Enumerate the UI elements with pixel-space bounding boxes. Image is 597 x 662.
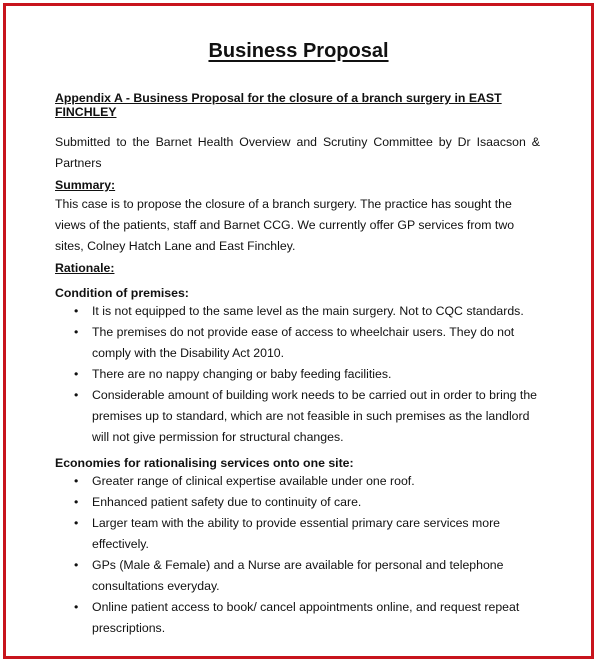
submitted-line: Submitted to the Barnet Health Overview and Scrutiny Committee by Dr Isaacson & Partners xyxy=(55,135,540,170)
rationale-heading: Rationale: xyxy=(55,261,115,275)
economies-list xyxy=(55,471,540,639)
document-title: Business Proposal xyxy=(208,40,389,62)
summary-text: This case is to propose the closure of a branch surgery. The practice has sought the views of the patients, staff and Barnet CCG. We currently offer GP services from two sites, Colney Hatch Lane and East Finchley. xyxy=(55,197,515,253)
condition-list xyxy=(55,301,540,448)
list-item: • Greater range of clinical expertise available under one roof. xyxy=(55,471,540,492)
economies-heading: Economies for rationalising services onto one site: xyxy=(55,456,354,470)
document-body xyxy=(55,91,540,639)
condition-heading: Condition of premises: xyxy=(55,286,189,300)
list-item: • There are no nappy changing or baby feeding facilities. xyxy=(55,364,540,385)
list-item: • Online patient access to book/ cancel appointments online, and request repeat prescriptions. xyxy=(55,597,540,639)
summary-heading: Summary: xyxy=(55,178,116,192)
list-item: • Enhanced patient safety due to continuity of care. xyxy=(55,492,540,513)
list-item: • It is not equipped to the same level as the main surgery. Not to CQC standards. xyxy=(55,301,540,322)
list-item: • Considerable amount of building work needs to be carried out in order to bring the premises up to standard, which are not feasible in such premises as the landlord will not give permission for structural changes. xyxy=(55,385,540,448)
list-item: • The premises do not provide ease of access to wheelchair users. They do not comply with the Disability Act 2010. xyxy=(55,322,540,364)
list-item: • GPs (Male & Female) and a Nurse are available for personal and telephone consultations everyday. xyxy=(55,555,540,597)
list-item: • Larger team with the ability to provide essential primary care services more effectively. xyxy=(55,513,540,555)
appendix-title: Appendix A - Business Proposal for the closure of a branch surgery in EAST FINCHLEY xyxy=(55,91,502,119)
